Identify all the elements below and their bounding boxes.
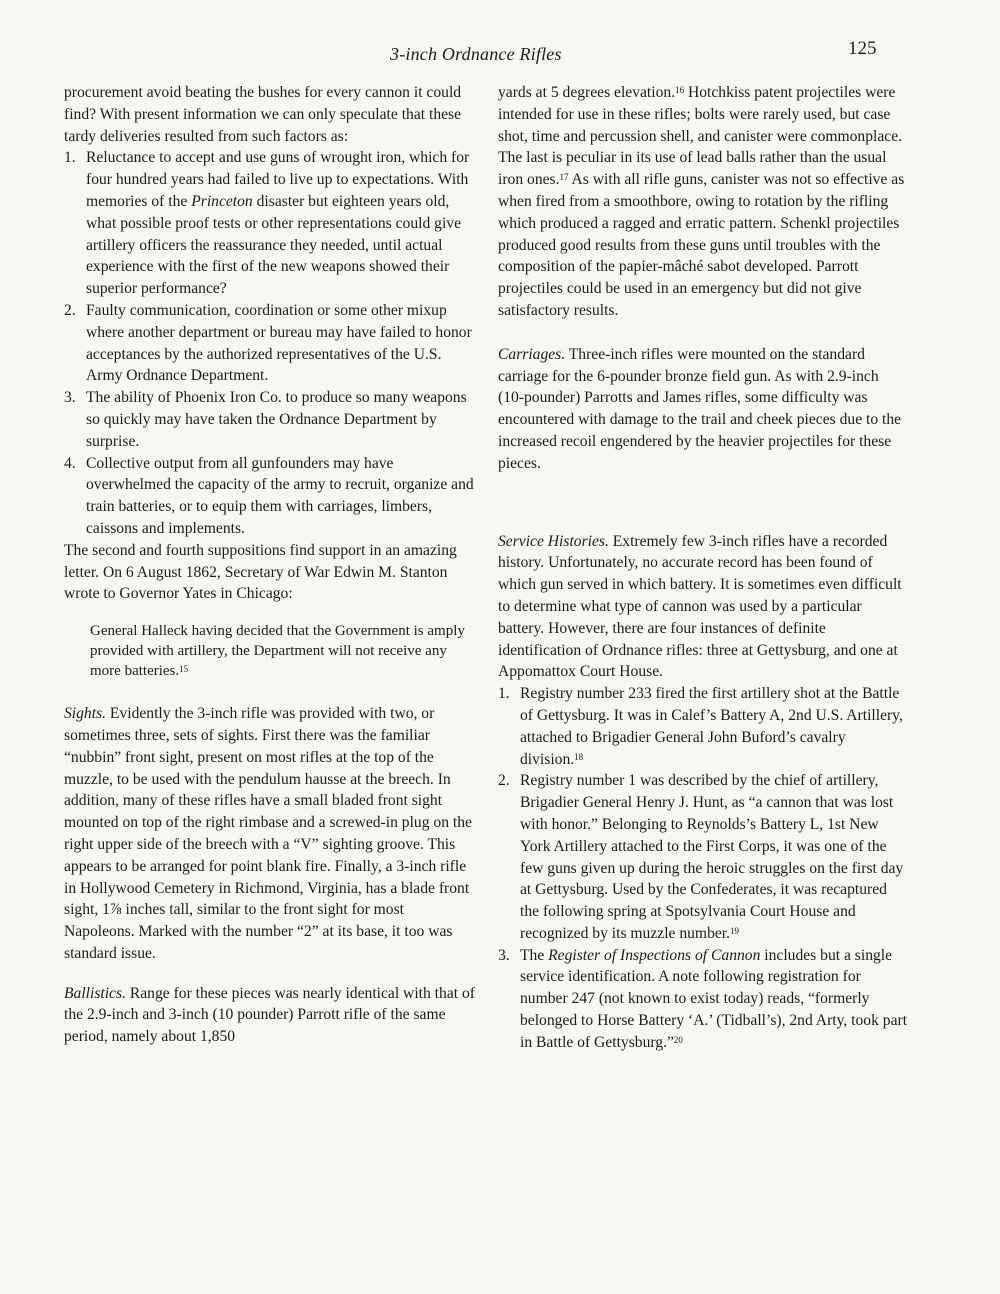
right-column	[498, 82, 908, 1054]
running-title: 3-inch Ordnance Rifles	[390, 44, 562, 64]
ballistics-section: Ballistics. Range for these pieces was nearly identical with that of the 2.9-inch and 3-inch (10 pounder) Parrott rifle of the same period, namely about 1,850	[64, 984, 475, 1046]
intro-paragraph: procurement avoid beating the bushes for every cannon it could find? With present information we can only speculate that these tardy deliveries resulted from such factors as:	[64, 84, 462, 145]
list-item: 3. The ability of Phoenix Iron Co. to produce so many weapons so quickly may have taken the Ordnance Department by surprise.	[64, 389, 467, 450]
service-histories-heading: Service Histories.	[498, 532, 609, 550]
list-item: 2. Registry number 1 was described by the chief of artillery, Brigadier General Henry J. Hunt, as “a cannon that was lost with honor.” Belonging to Reynolds’s Battery L, 1st New York Artillery attached to the First Corps, it was one of the few guns given up during the heroic struggles on the first day at Gettysburg. Used by the Confederates, it was recaptured the following spring at Spotsylvania Court House and recognized by its muzzle number.$^{19}$	[498, 772, 904, 942]
list-number: 2.	[64, 301, 76, 319]
footnote-ref: 19	[730, 925, 740, 936]
register-title: Register of Inspections of Cannon	[548, 946, 761, 964]
service-histories-section: Service Histories. Extremely few 3-inch rifles have a recorded history. Unfortunately, no accurate record has been found of which gun served in which battery. It is sometimes even difficult to determine what type of cannon was used by a particular battery. However, there are four instances of definite identification of Ordnance rifles: three at Gettysburg, and one at Appomattox Court House.	[498, 532, 902, 681]
suppositions-list	[64, 147, 476, 539]
ballistics-heading: Ballistics.	[64, 984, 126, 1002]
service-list	[498, 683, 908, 1054]
footnote-ref: 20	[673, 1034, 683, 1045]
footnote-ref: 15	[179, 664, 189, 675]
list-number: 1.	[64, 149, 76, 167]
list-number: 2.	[498, 772, 510, 790]
list-item: 1. Reluctance to accept and use guns of wrought iron, which for four hundred years had failed to live up to expectations. With memories of the Princeton disaster but eighteen years old, what possible proof tests or other representations could give artillery officers the reassurance they needed, until actual experience with the first of the new weapons showed their superior performance?	[64, 149, 470, 298]
sights-section: Sights. Evidently the 3-inch rifle was provided with two, or sometimes three, sets of sights. First there was the familiar “nubbin” front sight, present on most rifles at the top of the muzzle, to be used with the pendulum hausse at the breech. In addition, many of these rifles have a small bladed front sight mounted on top of the right rimbase and a screwed-in plug on the right upper side of the breech with a “V” sighting groove. This appears to be arranged for point blank fire. Finally, a 3-inch rifle in Hollywood Cemetery in Richmond, Virginia, has a blade front sight, 1⅞ inches tall, similar to the front sight for most Napoleons. Marked with the number “2” at its base, it too was standard issue.	[64, 705, 472, 962]
list-item: 4. Collective output from all gunfounders may have overwhelmed the capacity of the army to recruit, organize and train batteries, or to equip them with carriages, limbers, caissons and implements.	[64, 454, 474, 537]
footnote-ref: 17	[559, 172, 569, 183]
ship-name: Princeton	[191, 192, 253, 210]
ballistics-continued: yards at 5 degrees elevation.$^{16}$ Hotchkiss patent projectiles were intended for use in these rifles; bolts were rarely used, but case shot, time and percussion shell, and canister were commonplace. The last is peculiar in its use of lead balls rather than the usual iron ones.$^{17}$ As with all rifle guns, canister was not so effective as when fired from a smoothbore, owing to rotation by the rifling which produced a ragged and erratic pattern. Schenkl projectiles produced good results from these guns until troubles with the composition of the papier-mâché sabot developed. Parrott projectiles could be used in an emergency but did not give satisfactory results.	[498, 84, 905, 319]
list-number: 1.	[498, 685, 510, 703]
carriages-section: Carriages. Three-inch rifles were mounted on the standard carriage for the 6-pounder bronze field gun. As with 2.9-inch (10-pounder) Parrotts and James rifles, some difficulty was encountered with damage to the trail and cheek pieces due to the increased recoil engendered by the heavier projectiles for these pieces.	[498, 345, 902, 472]
carriages-heading: Carriages.	[498, 345, 566, 363]
list-item: 3. The Register of Inspections of Cannon includes but a single service identification. A note following registration for number 247 (not known to exist today) reads, “formerly belonged to Horse Battery ‘A.’ (Tidball’s), 2nd Arty, took part in Battle of Gettysburg.”$^{20}$	[498, 946, 908, 1051]
list-number: 3.	[498, 946, 510, 964]
halleck-quote: General Halleck having decided that the Government is amply provided with artillery, the Department will not receive any more batteries.$^{15}$	[90, 623, 465, 680]
stanton-paragraph: The second and fourth suppositions find support in an amazing letter. On 6 August 1862, Secretary of War Edwin M. Stanton wrote to Governor Yates in Chicago:	[64, 541, 457, 603]
running-head	[0, 38, 1000, 68]
left-column	[64, 82, 476, 1048]
list-number: 4.	[64, 454, 76, 472]
list-item: 1. Registry number 233 fired the first artillery shot at the Battle of Gettysburg. It was in Calef’s Battery A, 2nd U.S. Artillery, attached to Brigadier General John Buford’s cavalry division.$^{18}$	[498, 685, 903, 768]
list-number: 3.	[64, 389, 76, 407]
page-number: 125	[848, 38, 877, 59]
footnote-ref: 18	[574, 751, 584, 762]
sights-heading: Sights.	[64, 705, 107, 723]
list-item: 2. Faulty communication, coordination or some other mixup where another department or bureau may have failed to honor acceptances by the authorized representatives of the U.S. Army Ordnance Department.	[64, 301, 472, 385]
footnote-ref: 16	[675, 85, 685, 95]
